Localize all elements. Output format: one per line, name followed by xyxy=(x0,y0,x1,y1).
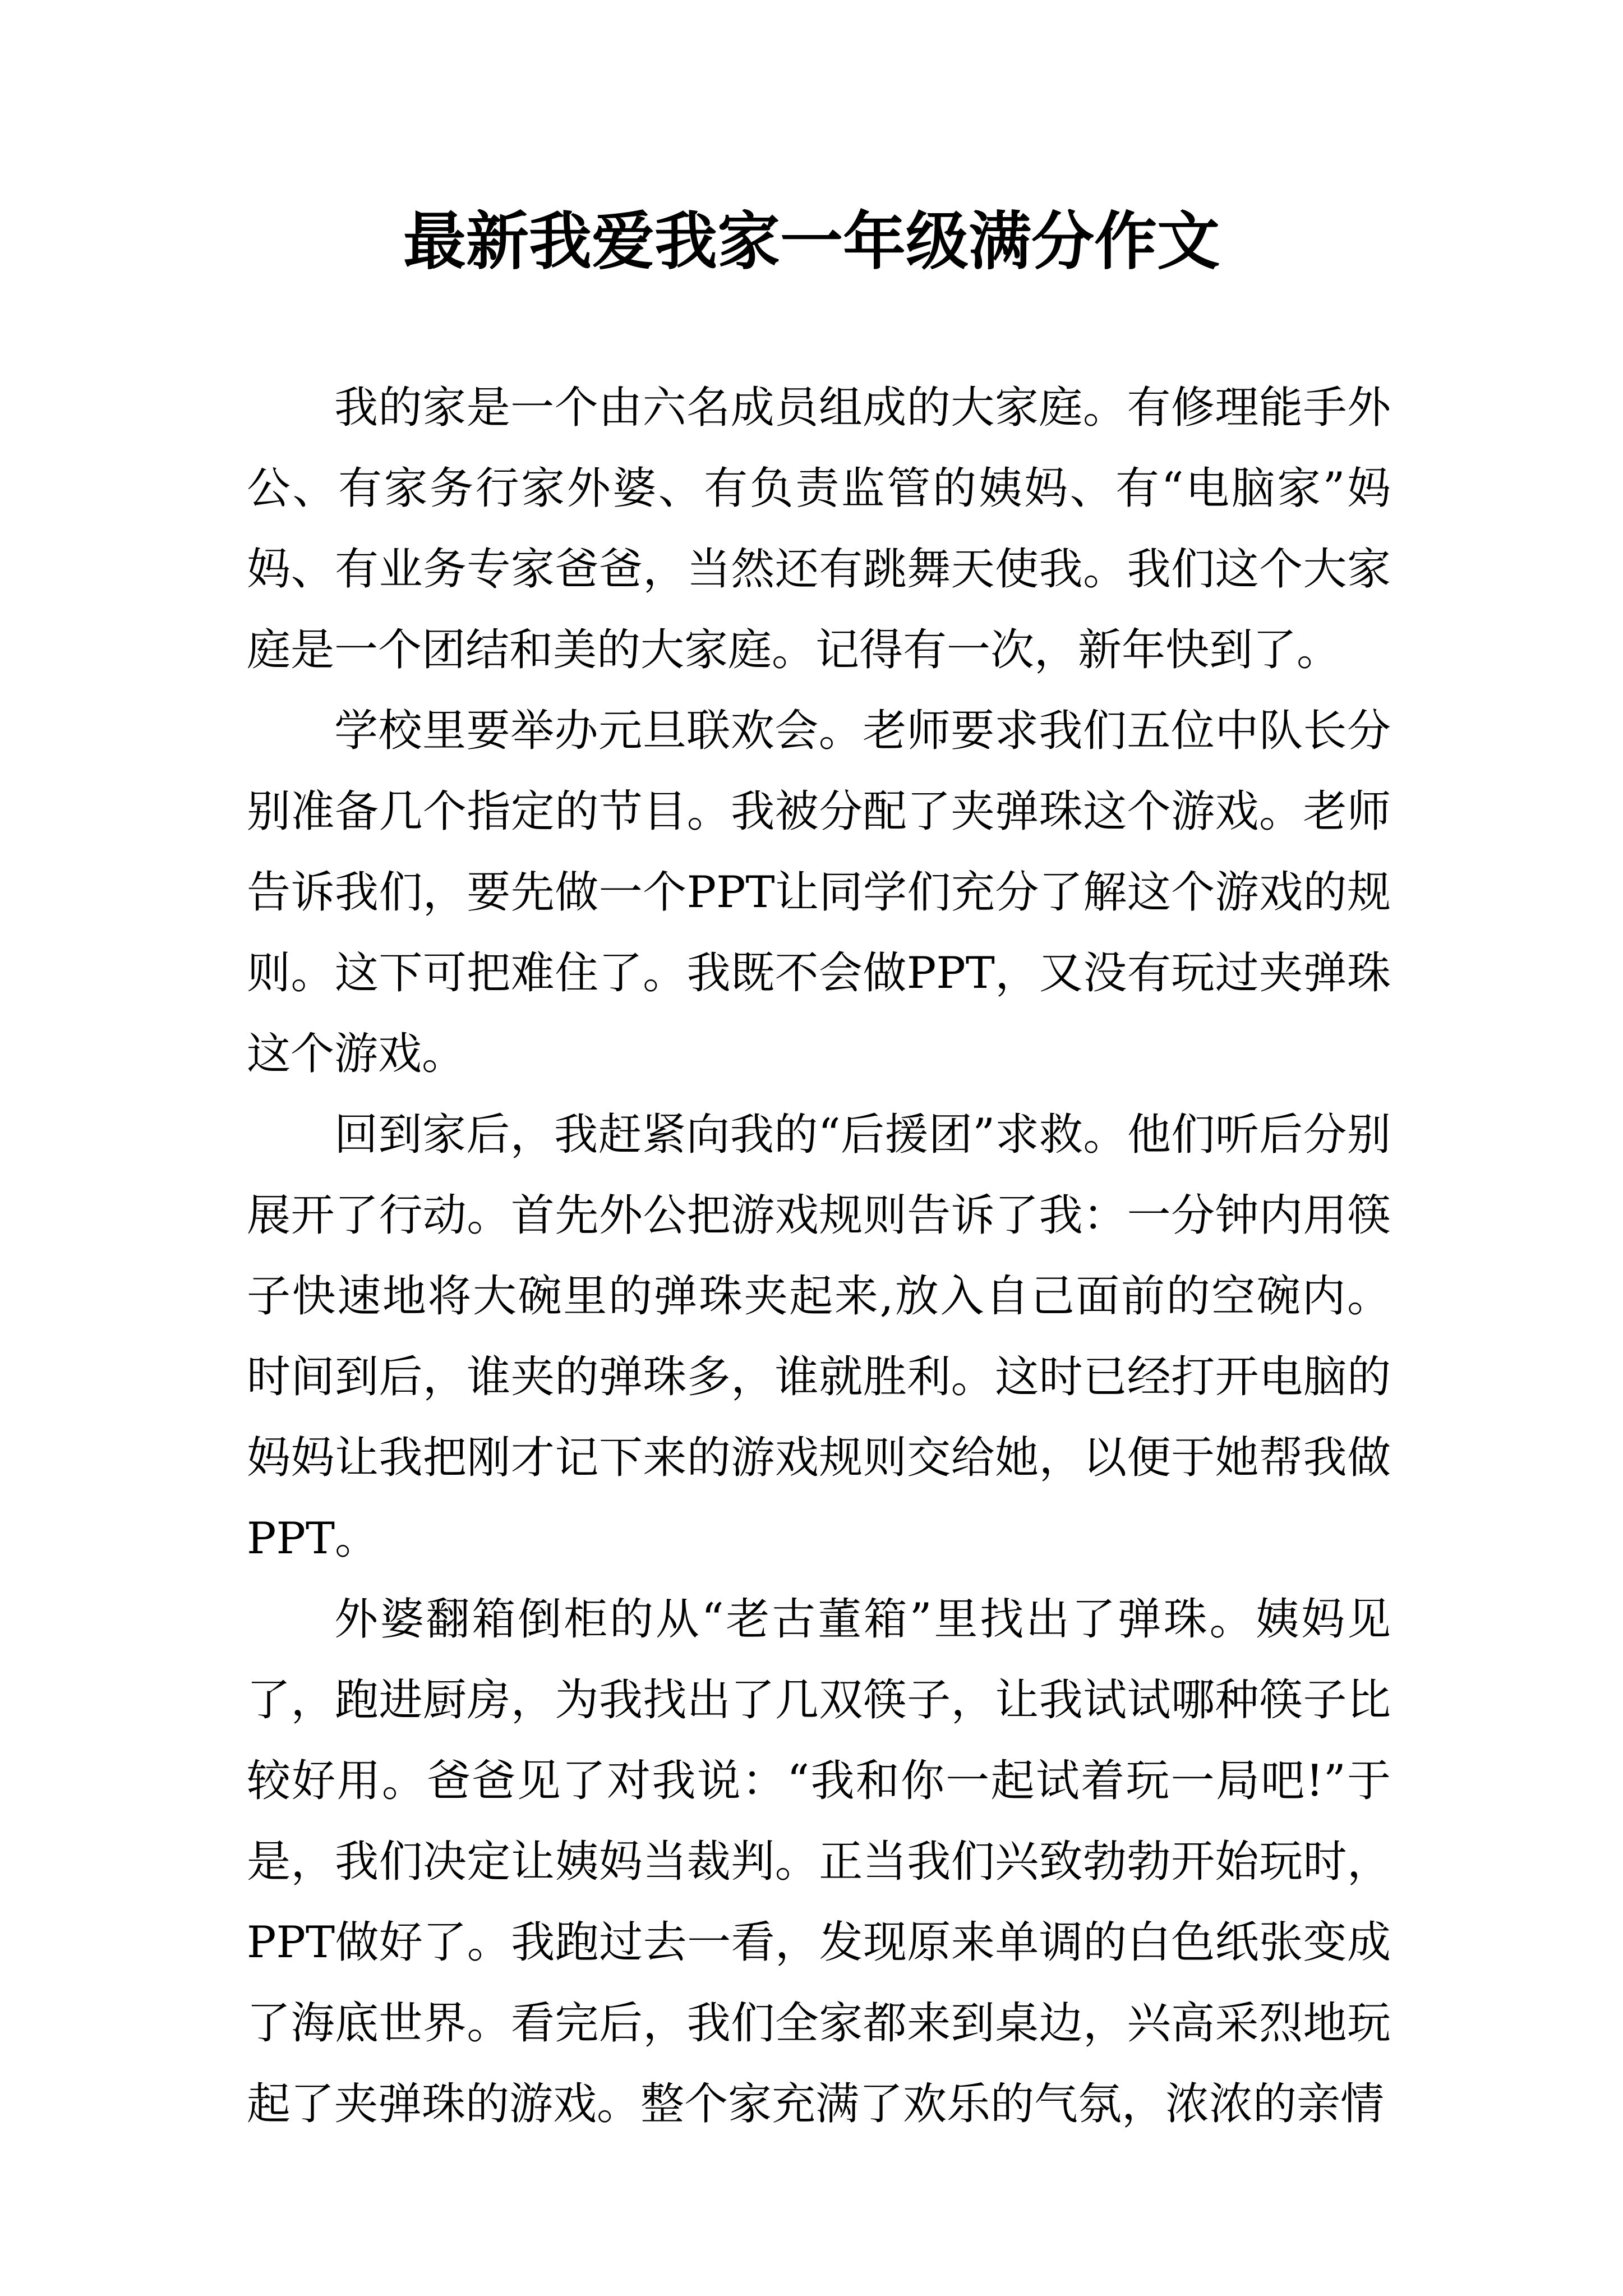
document-title: 最新我爱我家一年级满分作文 xyxy=(403,205,1220,278)
paragraph: 学校里要举办元旦联欢会。老师要求我们五位中队长分别准备几个指定的节目。我被分配了夹弹珠这个游戏。老师告诉我们，要先做一个PPT让同学们充分了解这个游戏的规则。这下可把难住了。我既不会做PPT，又没有玩过夹弹珠这个游戏。 xyxy=(247,706,1391,1079)
paragraph: 我的家是一个由六名成员组成的大家庭。有修理能手外公、有家务行家外婆、有负责监管的姨妈、有“电脑家”妈妈、有业务专家爸爸，当然还有跳舞天使我。我们这个大家庭是一个团结和美的大家庭。记得有一次，新年快到了。 xyxy=(247,383,1391,675)
paragraph: 外婆翻箱倒柜的从“老古董箱”里找出了弹珠。姨妈见了，跑进厨房，为我找出了几双筷子，让我试试哪种筷子比较好用。爸爸见了对我说：“我和你一起试着玩一局吧!”于是，我们决定让姨妈当裁判。正当我们兴致勃勃开始玩时，PPT做好了。我跑过去一看，发现原来单调的白色纸张变成了海底世界。看完后，我们全家都来到桌边，兴高采烈地玩起了夹弹珠的游戏。整个家充满了欢乐的气氛，浓浓的亲情 xyxy=(247,1594,1391,2129)
paragraph: 回到家后，我赶紧向我的“后援团”求救。他们听后分别展开了行动。首先外公把游戏规则告诉了我：一分钟内用筷子快速地将大碗里的弹珠夹起来,放入自己面前的空碗内。时间到后，谁夹的弹珠多，谁就胜利。这时已经打开电脑的妈妈让我把刚才记下来的游戏规则交给她，以便于她帮我做PPT。 xyxy=(247,1110,1391,1564)
document-body xyxy=(247,367,1391,2145)
